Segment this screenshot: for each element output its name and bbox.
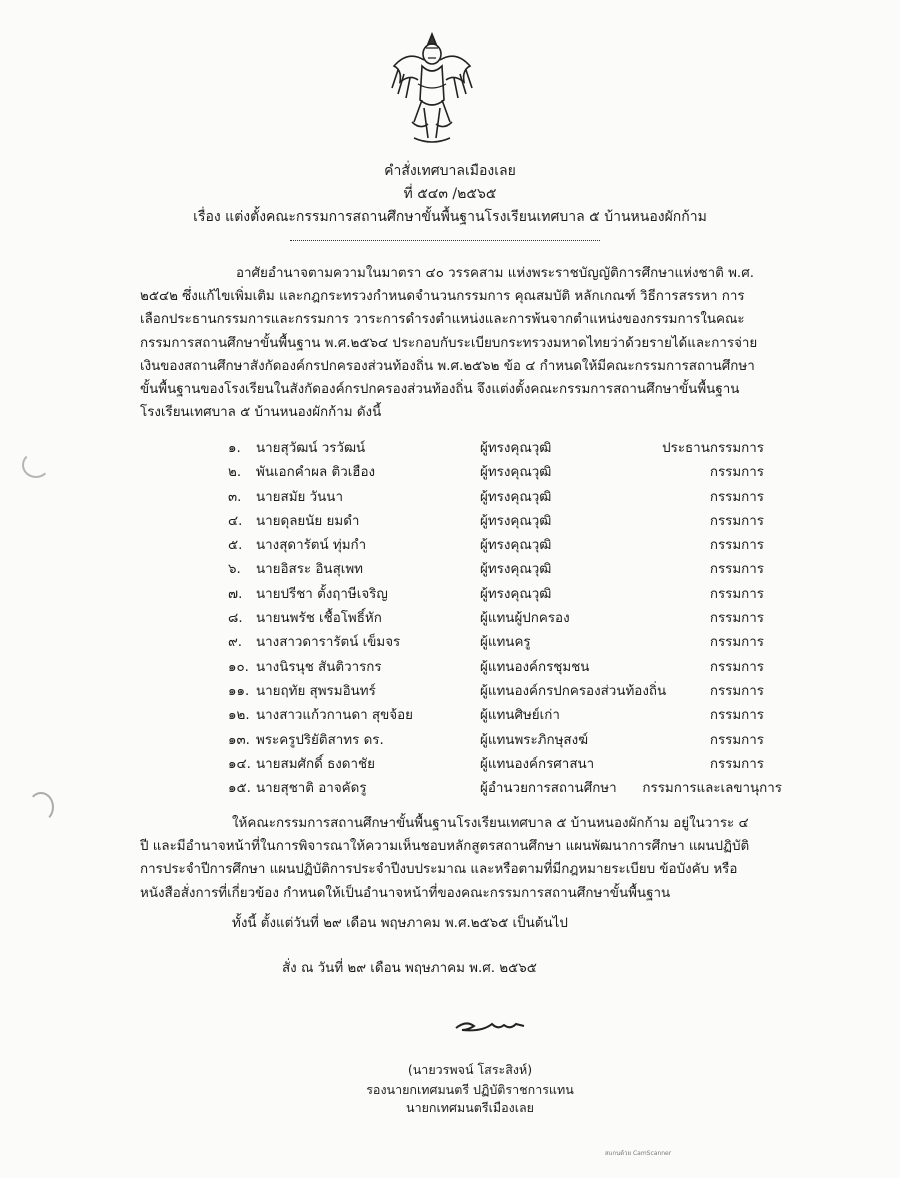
- member-number: ๘.: [228, 611, 243, 627]
- order-title: คำสั่งเทศบาลเมืองเลย: [384, 163, 516, 179]
- member-number: ๑๑.: [228, 683, 250, 699]
- member-name: นายสมัย วันนา: [256, 489, 343, 505]
- member-number: ๕.: [228, 538, 243, 554]
- signer-name: (นายวรพจน์ โสระสิงห์): [407, 1062, 533, 1077]
- member-row: [228, 607, 768, 631]
- member-position: กรรมการ: [709, 562, 764, 578]
- member-name: นายสุวัฒน์ วรวัฒน์: [256, 441, 366, 456]
- member-represents: ผู้ทรงคุณวุฒิ: [480, 538, 552, 554]
- member-number: ๖.: [228, 562, 241, 578]
- duties-paragraph-text: ให้คณะกรรมการสถานศึกษาขั้นพื้นฐานโรงเรียนเทศบาล ๕ บ้านหนองผักก้าม อยู่ในวาระ ๔ ปี และมีอำนาจหน้าที่ในการพิจารณาให้ความเห็นชอบหลักสูตรสถานศึกษา แผนพัฒนาการศึกษา แผนปฏิบัติการประจำปีการศึกษา แผนปฏิบัติการประจำปีงบประมาณ และหรือตามที่มีกฎหมายระเบียบ ข้อบังคับ หรือหนังสือสั่งการที่เกี่ยวข้อง กำหนดให้เป็นอำนาจหน้าที่ของคณะกรรมการสถานศึกษาขั้นพื้นฐาน: [140, 816, 750, 901]
- member-row: [228, 704, 768, 728]
- intro-paragraph-text: อาศัยอำนาจตามความในมาตรา ๔๐ วรรคสาม แห่งพระราชบัญญัติการศึกษาแห่งชาติ พ.ศ. ๒๕๔๒ ซึ่งแก้ไขเพิ่มเติม และกฎกระทรวงกำหนดจำนวนกรรมการ คุณสมบัติ หลักเกณฑ์ วิธีการสรรหา การเลือกประธานกรรมการและกรรมการ วาระการดำรงตำแหน่งและการพ้นจากตำแหน่งของกรรมการในคณะกรรมการสถานศึกษาขั้นพื้นฐาน พ.ศ.๒๕๖๔ ประกอบกับระเบียบกระทรวงมหาดไทยว่าด้วยรายได้และการจ่ายเงินของสถานศึกษาสังกัดองค์กรปกครองส่วนท้องถิ่น พ.ศ.๒๕๖๒ ข้อ ๔ กำหนดให้มีคณะกรรมการสถานศึกษาขั้นพื้นฐานของโรงเรียนในสังกัดองค์กรปกครองส่วนท้องถิ่น จึงแต่งตั้งคณะกรรมการสถานศึกษาขั้นพื้นฐานโรงเรียนเทศบาล ๕ บ้านหนองผักก้าม ดังนี้: [140, 266, 758, 421]
- member-number: ๗.: [228, 586, 243, 602]
- member-position: กรรมการ: [709, 586, 764, 602]
- member-position: กรรมการ: [709, 635, 764, 651]
- member-row: [228, 729, 768, 753]
- member-row: [228, 777, 782, 801]
- member-number: ๔.: [228, 513, 243, 529]
- member-row: [228, 631, 768, 655]
- punch-hole-mark-lower: [28, 792, 54, 822]
- member-name: นายสมศักดิ์ ธงดาชัย: [256, 756, 375, 772]
- member-row: [228, 680, 768, 704]
- member-represents: ผู้ทรงคุณวุฒิ: [480, 586, 552, 602]
- member-represents: ผู้แทนองค์กรศาสนา: [480, 756, 595, 772]
- member-represents: ผู้แทนผู้ปกครอง: [480, 611, 570, 627]
- member-number: ๑๒.: [228, 708, 250, 724]
- member-position: กรรมการและเลขานุการ: [642, 781, 782, 797]
- member-number: ๑.: [228, 441, 241, 456]
- member-represents: ผู้ทรงคุณวุฒิ: [480, 562, 552, 578]
- member-row: [228, 558, 768, 582]
- dotted-divider: [290, 240, 600, 241]
- effective-date-line: ทั้งนี้ ตั้งแต่วันที่ ๒๙ เดือน พฤษภาคม พ.ศ.๒๕๖๕ เป็นต้นไป: [232, 916, 568, 931]
- member-number: ๑๐.: [228, 659, 249, 675]
- member-number: ๒.: [228, 465, 242, 481]
- member-position: กรรมการ: [709, 756, 764, 772]
- duties-paragraph: [140, 812, 760, 905]
- member-name: นายฤทัย สุพรมอินทร์: [256, 683, 376, 699]
- punch-hole-mark: [22, 452, 50, 478]
- member-number: ๓.: [228, 489, 242, 505]
- garuda-emblem-icon: [388, 30, 476, 148]
- member-represents: ผู้ทรงคุณวุฒิ: [480, 489, 552, 505]
- member-represents: ผู้แทนครู: [480, 635, 531, 651]
- member-number: ๑๕.: [228, 781, 251, 797]
- member-represents: ผู้แทนองค์กรชุมชน: [480, 659, 590, 675]
- member-represents: ผู้อำนวยการสถานศึกษา: [480, 781, 617, 797]
- member-represents: ผู้ทรงคุณวุฒิ: [480, 465, 552, 481]
- member-position: กรรมการ: [709, 465, 764, 481]
- member-position: กรรมการ: [709, 732, 764, 748]
- member-row: [228, 461, 768, 485]
- member-name: นายสุชาติ อาจคัดรู: [256, 781, 367, 797]
- order-number: ที่ ๕๔๓ /๒๕๖๕: [403, 186, 497, 202]
- member-row: [228, 486, 768, 510]
- order-subject: เรื่อง แต่งตั้งคณะกรรมการสถานศึกษาขั้นพื้นฐานโรงเรียนเทศบาล ๕ บ้านหนองผักก้าม: [193, 209, 707, 225]
- member-position: กรรมการ: [709, 708, 764, 724]
- member-name: นายดุลยนัย ยมดำ: [256, 513, 360, 529]
- member-name: นายปรีชา ตั้งฤาษีเจริญ: [256, 586, 388, 602]
- member-represents: ผู้แทนพระภิกษุสงฆ์: [480, 732, 589, 748]
- member-number: ๑๓.: [228, 732, 250, 748]
- member-represents: ผู้แทนศิษย์เก่า: [480, 708, 560, 724]
- member-represents: ผู้แทนองค์กรปกครองส่วนท้องถิ่น: [480, 683, 667, 699]
- member-position: กรรมการ: [709, 489, 764, 505]
- member-row: [228, 753, 768, 777]
- member-name: นางสุดารัตน์ ทุ่มกำ: [256, 538, 367, 554]
- member-name: นายนพรัช เชื้อโพธิ์หัก: [256, 611, 382, 627]
- member-row: [228, 656, 768, 680]
- intro-paragraph: [140, 262, 760, 424]
- member-name: พันเอกคำผล ติวเฮือง: [256, 465, 376, 481]
- member-represents: ผู้ทรงคุณวุฒิ: [480, 441, 552, 456]
- member-name: นางสาวแก้วกานดา สุขจ้อย: [256, 708, 413, 724]
- member-name: พระครูปริยัติสาทร ดร.: [256, 732, 384, 748]
- member-row: [228, 534, 768, 558]
- signer-title: รองนายกเทศมนตรี ปฏิบัติราชการแทน: [366, 1082, 574, 1097]
- handwritten-signature: [452, 1012, 532, 1038]
- member-list: [228, 437, 782, 801]
- member-name: นายอิสระ อินสุเพท: [256, 562, 363, 578]
- member-number: ๑๔.: [228, 756, 251, 772]
- member-represents: ผู้ทรงคุณวุฒิ: [480, 513, 552, 529]
- member-position: ประธานกรรมการ: [662, 441, 764, 456]
- member-position: กรรมการ: [709, 513, 764, 529]
- member-position: กรรมการ: [709, 683, 764, 699]
- signer-organization: นายกเทศมนตรีเมืองเลย: [406, 1100, 534, 1115]
- member-position: กรรมการ: [709, 611, 764, 627]
- member-number: ๙.: [228, 635, 243, 651]
- member-row: [228, 583, 768, 607]
- member-position: กรรมการ: [709, 659, 764, 675]
- ordered-date-line: สั่ง ณ วันที่ ๒๙ เดือน พฤษภาคม พ.ศ. ๒๕๖๕: [282, 961, 537, 976]
- member-position: กรรมการ: [709, 538, 764, 554]
- scan-watermark: สแกนด้วย CamScanner: [605, 1150, 672, 1157]
- member-row: [228, 437, 768, 461]
- member-row: [228, 510, 768, 534]
- member-name: นางนิรนุช สันติวารกร: [256, 659, 382, 675]
- member-name: นางสาวดารารัตน์ เข็มจร: [256, 635, 401, 651]
